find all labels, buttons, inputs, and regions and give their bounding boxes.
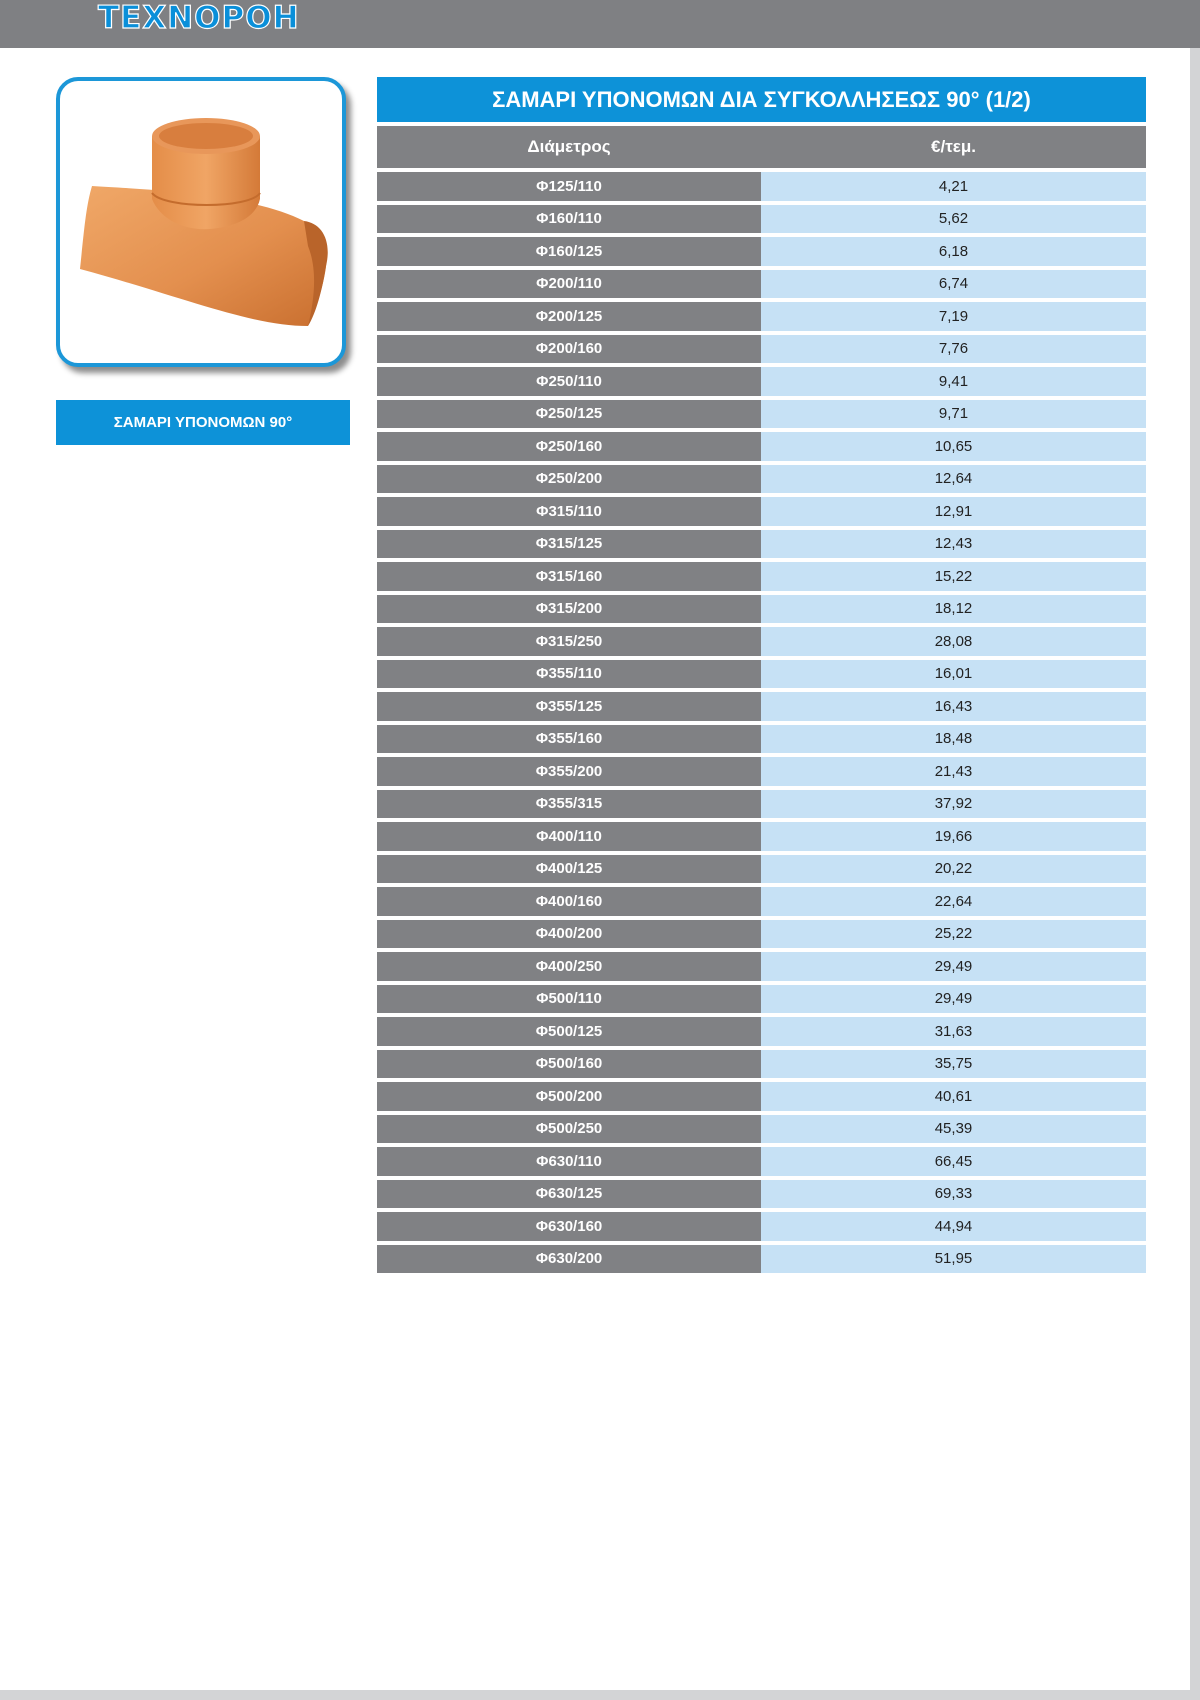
table-row xyxy=(377,367,1146,396)
table-row xyxy=(377,270,1146,299)
price-cell: 18,12 xyxy=(761,595,1146,624)
diameter-cell: Φ355/200 xyxy=(377,757,761,786)
table-row xyxy=(377,757,1146,786)
diameter-cell: Φ400/160 xyxy=(377,887,761,916)
diameter-cell: Φ160/125 xyxy=(377,237,761,266)
diameter-cell: Φ500/250 xyxy=(377,1115,761,1144)
diameter-cell: Φ315/125 xyxy=(377,530,761,559)
price-cell: 9,41 xyxy=(761,367,1146,396)
product-image-card xyxy=(56,77,346,367)
diameter-cell: Φ400/200 xyxy=(377,920,761,949)
table-row xyxy=(377,627,1146,656)
price-cell: 29,49 xyxy=(761,985,1146,1014)
diameter-cell: Φ200/110 xyxy=(377,270,761,299)
price-cell: 10,65 xyxy=(761,432,1146,461)
diameter-cell: Φ315/160 xyxy=(377,562,761,591)
price-cell: 44,94 xyxy=(761,1212,1146,1241)
price-cell: 37,92 xyxy=(761,790,1146,819)
table-row xyxy=(377,562,1146,591)
diameter-cell: Φ400/110 xyxy=(377,822,761,851)
price-cell: 40,61 xyxy=(761,1082,1146,1111)
table-row xyxy=(377,1017,1146,1046)
table-row xyxy=(377,1180,1146,1209)
price-cell: 16,01 xyxy=(761,660,1146,689)
price-cell: 28,08 xyxy=(761,627,1146,656)
brand-logo: ΤΕΧΝΟΡΟΗ xyxy=(98,0,300,36)
diameter-cell: Φ250/125 xyxy=(377,400,761,429)
table-row xyxy=(377,530,1146,559)
price-cell: 22,64 xyxy=(761,887,1146,916)
price-cell: 12,91 xyxy=(761,497,1146,526)
price-cell: 5,62 xyxy=(761,205,1146,234)
diameter-cell: Φ125/110 xyxy=(377,172,761,201)
price-cell: 25,22 xyxy=(761,920,1146,949)
table-row xyxy=(377,660,1146,689)
diameter-cell: Φ500/160 xyxy=(377,1050,761,1079)
column-header-price: €/τεμ. xyxy=(931,137,976,156)
pipe-saddle-90-image xyxy=(60,81,342,363)
price-cell: 20,22 xyxy=(761,855,1146,884)
table-row xyxy=(377,822,1146,851)
table-row xyxy=(377,790,1146,819)
table-row xyxy=(377,1212,1146,1241)
price-cell: 31,63 xyxy=(761,1017,1146,1046)
diameter-cell: Φ250/200 xyxy=(377,465,761,494)
diameter-cell: Φ355/125 xyxy=(377,692,761,721)
price-cell: 45,39 xyxy=(761,1115,1146,1144)
diameter-cell: Φ630/110 xyxy=(377,1147,761,1176)
table-row xyxy=(377,1245,1146,1274)
diameter-cell: Φ315/250 xyxy=(377,627,761,656)
price-cell: 7,19 xyxy=(761,302,1146,331)
table-body xyxy=(377,172,1146,1273)
table-row xyxy=(377,595,1146,624)
price-cell: 7,76 xyxy=(761,335,1146,364)
diameter-cell: Φ250/160 xyxy=(377,432,761,461)
price-cell: 4,21 xyxy=(761,172,1146,201)
price-cell: 12,43 xyxy=(761,530,1146,559)
table-row xyxy=(377,400,1146,429)
table-row xyxy=(377,855,1146,884)
price-table xyxy=(377,77,1146,1277)
diameter-cell: Φ315/200 xyxy=(377,595,761,624)
table-row xyxy=(377,1147,1146,1176)
table-row xyxy=(377,465,1146,494)
price-cell: 29,49 xyxy=(761,952,1146,981)
diameter-cell: Φ400/125 xyxy=(377,855,761,884)
diameter-cell: Φ400/250 xyxy=(377,952,761,981)
table-title: ΣΑΜΑΡΙ ΥΠΟΝΟΜΩΝ ΔΙΑ ΣΥΓΚΟΛΛΗΣΕΩΣ 90° (1/2) xyxy=(377,77,1146,122)
price-cell: 15,22 xyxy=(761,562,1146,591)
table-row xyxy=(377,205,1146,234)
price-cell: 9,71 xyxy=(761,400,1146,429)
price-cell: 51,95 xyxy=(761,1245,1146,1274)
table-row xyxy=(377,497,1146,526)
price-cell: 16,43 xyxy=(761,692,1146,721)
diameter-cell: Φ500/125 xyxy=(377,1017,761,1046)
diameter-cell: Φ630/160 xyxy=(377,1212,761,1241)
price-cell: 21,43 xyxy=(761,757,1146,786)
page-edge-bottom xyxy=(0,1690,1200,1700)
price-cell: 19,66 xyxy=(761,822,1146,851)
diameter-cell: Φ200/160 xyxy=(377,335,761,364)
diameter-cell: Φ500/110 xyxy=(377,985,761,1014)
diameter-cell: Φ250/110 xyxy=(377,367,761,396)
table-row xyxy=(377,1050,1146,1079)
diameter-cell: Φ315/110 xyxy=(377,497,761,526)
table-row xyxy=(377,432,1146,461)
table-row xyxy=(377,335,1146,364)
table-row xyxy=(377,1115,1146,1144)
price-cell: 35,75 xyxy=(761,1050,1146,1079)
table-row xyxy=(377,302,1146,331)
table-header-row xyxy=(377,126,1146,168)
table-row xyxy=(377,172,1146,201)
table-row xyxy=(377,237,1146,266)
diameter-cell: Φ160/110 xyxy=(377,205,761,234)
page-edge-right xyxy=(1190,48,1200,1690)
price-cell: 18,48 xyxy=(761,725,1146,754)
price-cell: 12,64 xyxy=(761,465,1146,494)
table-row xyxy=(377,920,1146,949)
table-row xyxy=(377,985,1146,1014)
diameter-cell: Φ200/125 xyxy=(377,302,761,331)
diameter-cell: Φ630/200 xyxy=(377,1245,761,1274)
column-header-diameter: Διάμετρος xyxy=(527,137,611,156)
diameter-cell: Φ355/110 xyxy=(377,660,761,689)
price-cell: 66,45 xyxy=(761,1147,1146,1176)
table-row xyxy=(377,952,1146,981)
diameter-cell: Φ355/315 xyxy=(377,790,761,819)
diameter-cell: Φ500/200 xyxy=(377,1082,761,1111)
price-cell: 6,18 xyxy=(761,237,1146,266)
diameter-cell: Φ355/160 xyxy=(377,725,761,754)
table-row xyxy=(377,1082,1146,1111)
top-header-bar xyxy=(0,0,1200,48)
table-row xyxy=(377,692,1146,721)
diameter-cell: Φ630/125 xyxy=(377,1180,761,1209)
table-row xyxy=(377,725,1146,754)
price-cell: 69,33 xyxy=(761,1180,1146,1209)
price-cell: 6,74 xyxy=(761,270,1146,299)
product-name-label: ΣΑΜΑΡΙ ΥΠΟΝΟΜΩΝ 90° xyxy=(56,400,350,445)
table-row xyxy=(377,887,1146,916)
